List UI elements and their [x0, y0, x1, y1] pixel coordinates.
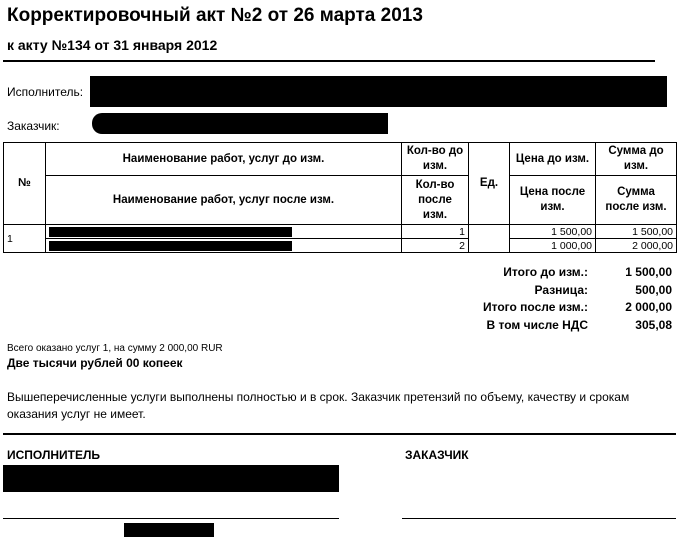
- row-qty-after: 2: [402, 239, 469, 253]
- col-num-header: №: [4, 143, 46, 225]
- executor-label: Исполнитель:: [7, 85, 84, 99]
- row-price-before: 1 500,00: [510, 225, 596, 239]
- amount-in-words: Две тысячи рублей 00 копеек: [7, 356, 183, 370]
- col-qty-before-header: Кол-во до изм.: [402, 143, 469, 176]
- col-price-before-header: Цена до изм.: [510, 143, 596, 176]
- executor-signature-title: ИСПОЛНИТЕЛЬ: [7, 448, 101, 462]
- col-price-after-header: Цена после изм.: [510, 176, 596, 225]
- col-unit-header: Ед.: [469, 143, 510, 225]
- customer-label: Заказчик:: [7, 119, 60, 133]
- row-price-after: 1 000,00: [510, 239, 596, 253]
- signature-divider: [3, 433, 676, 435]
- total-before-label: Итого до изм.:: [503, 265, 588, 279]
- completion-statement: Вышеперечисленные услуги выполнены полностью и в срок. Заказчик претензий по объему, качеству и срокам оказания услуг не имеет.: [7, 390, 630, 421]
- customer-signature-line: [402, 518, 676, 519]
- row-name-after: [46, 239, 402, 253]
- customer-redaction: [92, 113, 388, 134]
- row-qty-before: 1: [402, 225, 469, 239]
- works-table: [3, 142, 677, 253]
- col-name-before-header: Наименование работ, услуг до изм.: [46, 143, 402, 176]
- row-num: 1: [4, 225, 46, 253]
- table-row: [4, 239, 677, 253]
- vat-value: 305,08: [635, 317, 672, 332]
- table-row: [4, 225, 677, 239]
- services-summary: Всего оказано услуг 1, на сумму 2 000,00 RUR: [7, 343, 223, 354]
- difference-label: Разница:: [534, 282, 588, 297]
- executor-redaction: [90, 76, 667, 107]
- executor-signature-line: [3, 518, 339, 519]
- header-divider: [3, 60, 655, 62]
- vat-label: В том числе НДС: [486, 317, 588, 332]
- row-sum-after: 2 000,00: [596, 239, 677, 253]
- row-name-before: [46, 225, 402, 239]
- col-sum-after-header: Сумма после изм.: [596, 176, 677, 225]
- executor-name-redaction: [3, 465, 339, 492]
- total-after-value: 2 000,00: [625, 300, 672, 314]
- customer-signature-title: ЗАКАЗЧИК: [405, 448, 469, 462]
- totals-block: [483, 264, 672, 334]
- total-after-label: Итого после изм.:: [483, 300, 588, 314]
- col-qty-after-header: Кол-во после изм.: [402, 176, 469, 225]
- document-subtitle: к акту №134 от 31 января 2012: [7, 37, 218, 53]
- row-sum-before: 1 500,00: [596, 225, 677, 239]
- total-before-value: 1 500,00: [625, 265, 672, 279]
- col-name-after-header: Наименование работ, услуг после изм.: [46, 176, 402, 225]
- name-before-redaction: [49, 227, 292, 237]
- document-title: Корректировочный акт №2 от 26 марта 2013: [7, 5, 423, 26]
- name-after-redaction: [49, 241, 292, 251]
- signer-redaction: [124, 523, 214, 537]
- row-unit: [469, 225, 510, 253]
- col-sum-before-header: Сумма до изм.: [596, 143, 677, 176]
- difference-value: 500,00: [635, 282, 672, 297]
